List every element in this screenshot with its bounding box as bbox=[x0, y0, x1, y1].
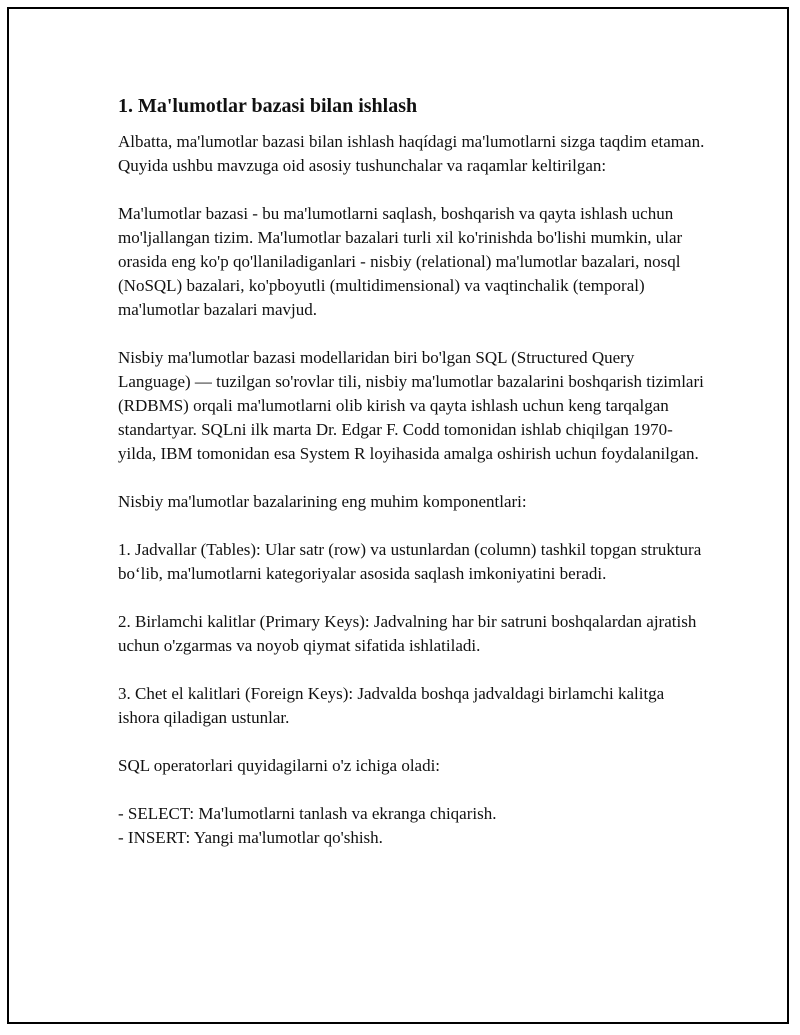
paragraph-tables: 1. Jadvallar (Tables): Ular satr (row) va ustunlardan (column) tashkil topgan struktura bo‘lib, ma'lumotlarni kategoriyalar asosida saqlash imkoniyatini beradi. bbox=[118, 540, 702, 583]
list-item-insert: - INSERT: Yangi ma'lumotlar qo'shish. bbox=[118, 828, 383, 847]
document-title: 1. Ma'lumotlar bazasi bilan ishlash bbox=[118, 95, 418, 117]
paragraph-foreign-keys: 3. Chet el kalitlari (Foreign Keys): Jadvalda boshqa jadvaldagi birlamchi kalitga ishora qiladigan ustunlar. bbox=[118, 684, 665, 727]
paragraph-operators-heading: SQL operatorlari quyidagilarni o'z ichiga oladi: bbox=[118, 756, 441, 775]
paragraph-intro: Albatta, ma'lumotlar bazasi bilan ishlash haqídagi ma'lumotlarni sizga taqdim etaman. Quyida ushbu mavzuga oid asosiy tushunchalar va raqamlar keltirilgan: bbox=[118, 132, 705, 175]
paragraph-sql: Nisbiy ma'lumotlar bazasi modellaridan biri bo'lgan SQL (Structured Query Language) — tuzilgan so'rovlar tili, nisbiy ma'lumotlar bazalarini boshqarish tizimlari (RDBMS) orqali ma'lumotlarni olib kirish va qayta ishlash uchun keng tarqalgan standartyar. SQLni ilk marta Dr. Edgar F. Codd tomonidan ishlab chiqilgan 1970-yilda, IBM tomonidan esa System R loyihasida amalga oshirish uchun foydalanilgan. bbox=[118, 348, 704, 463]
document-body bbox=[118, 92, 708, 850]
list-item-select: - SELECT: Ma'lumotlarni tanlash va ekranga chiqarish. bbox=[118, 804, 497, 823]
paragraph-definition: Ma'lumotlar bazasi - bu ma'lumotlarni saqlash, boshqarish va qayta ishlash uchun mo'ljallangan tizim. Ma'lumotlar bazalari turli xil ko'rinishda bo'lishi mumkin, ular orasida eng ko'p qo'llaniladiganlari - nisbiy (relational) ma'lumotlar bazalari, nosql (NoSQL) bazalari, ko'pboyutli (multidimensional) va vaqtinchalik (temporal) ma'lumotlar bazalari mavjud. bbox=[118, 204, 683, 319]
paragraph-primary-keys: 2. Birlamchi kalitlar (Primary Keys): Jadvalning har bir satruni boshqalardan ajratish uchun o'zgarmas va noyob qiymat sifatida ishlatiladi. bbox=[118, 612, 697, 655]
paragraph-components-heading: Nisbiy ma'lumotlar bazalarining eng muhim komponentlari: bbox=[118, 492, 527, 511]
